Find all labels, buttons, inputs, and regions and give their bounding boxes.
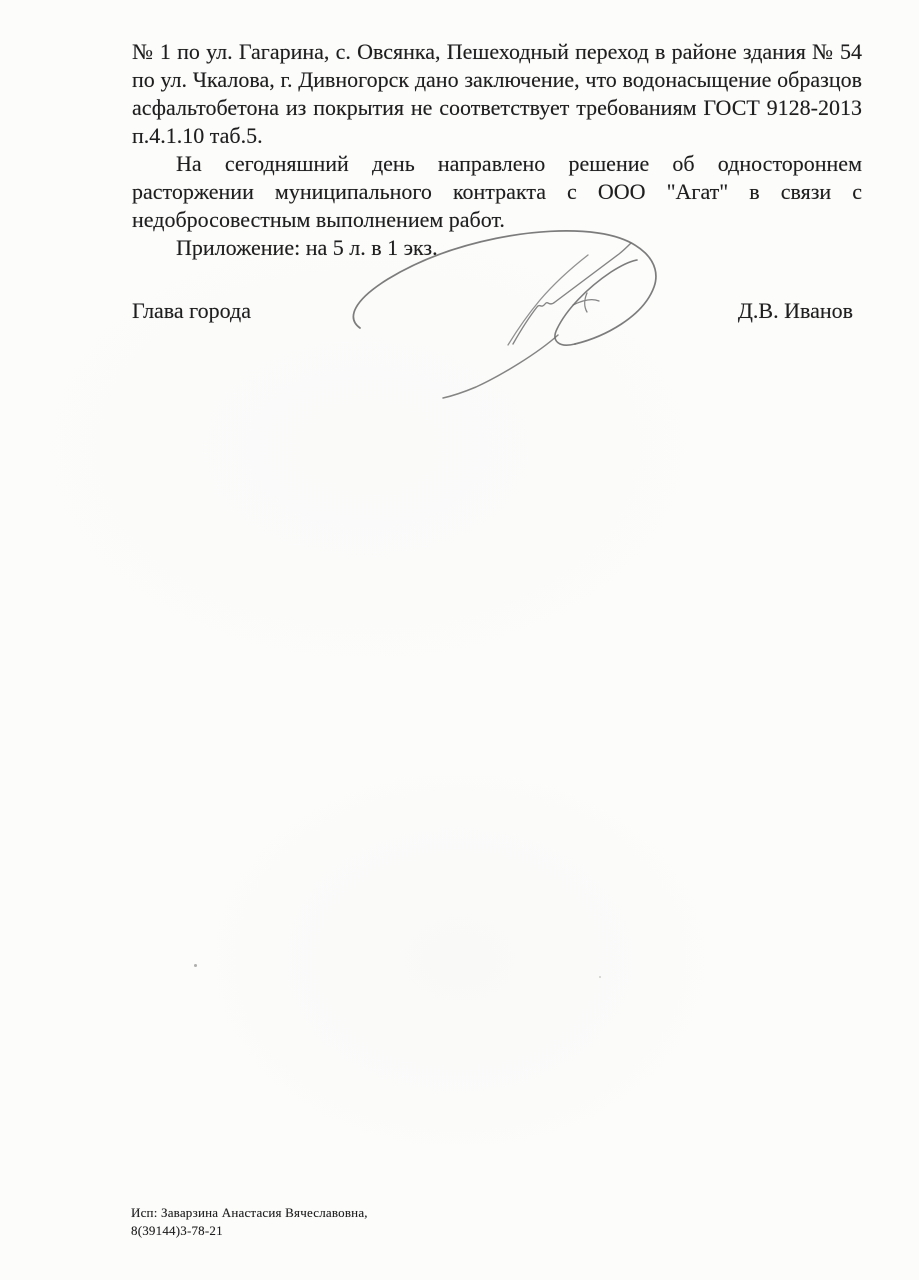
scan-speckle	[599, 976, 601, 978]
paragraph-conclusion	[132, 38, 862, 150]
body-line: недобросовестным выполнением работ.	[132, 207, 505, 232]
executor-note	[131, 1204, 368, 1240]
signature-stroke-tail	[443, 335, 558, 398]
body-line: по ул. Чкалова, г. Дивногорск дано заключение, что водонасыщение образцов	[132, 67, 862, 92]
body-line: п.4.1.10 таб.5.	[132, 123, 263, 148]
signer-name: Д.В. Иванов	[737, 298, 853, 323]
executor-phone-line: 8(39144)3-78-21	[131, 1223, 223, 1238]
signature-stroke-tick	[573, 293, 599, 312]
paragraph-contract-termination	[132, 150, 862, 234]
body-line: расторжении муниципального контракта с ООО "Агат" в связи с	[132, 179, 862, 204]
executor-name-line: Исп: Заварзина Анастасия Вячеславовна,	[131, 1205, 368, 1220]
handwritten-signature-icon	[340, 224, 680, 399]
body-line: На сегодняшний день направлено решение об одностороннем	[176, 151, 862, 176]
scan-speckle	[194, 964, 197, 967]
body-line: № 1 по ул. Гагарина, с. Овсянка, Пешеходный переход в районе здания № 54	[132, 39, 862, 64]
signer-title: Глава города	[132, 298, 251, 323]
body-line: асфальтобетона из покрытия не соответствует требованиям ГОСТ 9128-2013	[132, 95, 862, 120]
signature-stroke-loop	[353, 231, 655, 344]
attachment-note: Приложение: на 5 л. в 1 экз.	[176, 235, 438, 260]
